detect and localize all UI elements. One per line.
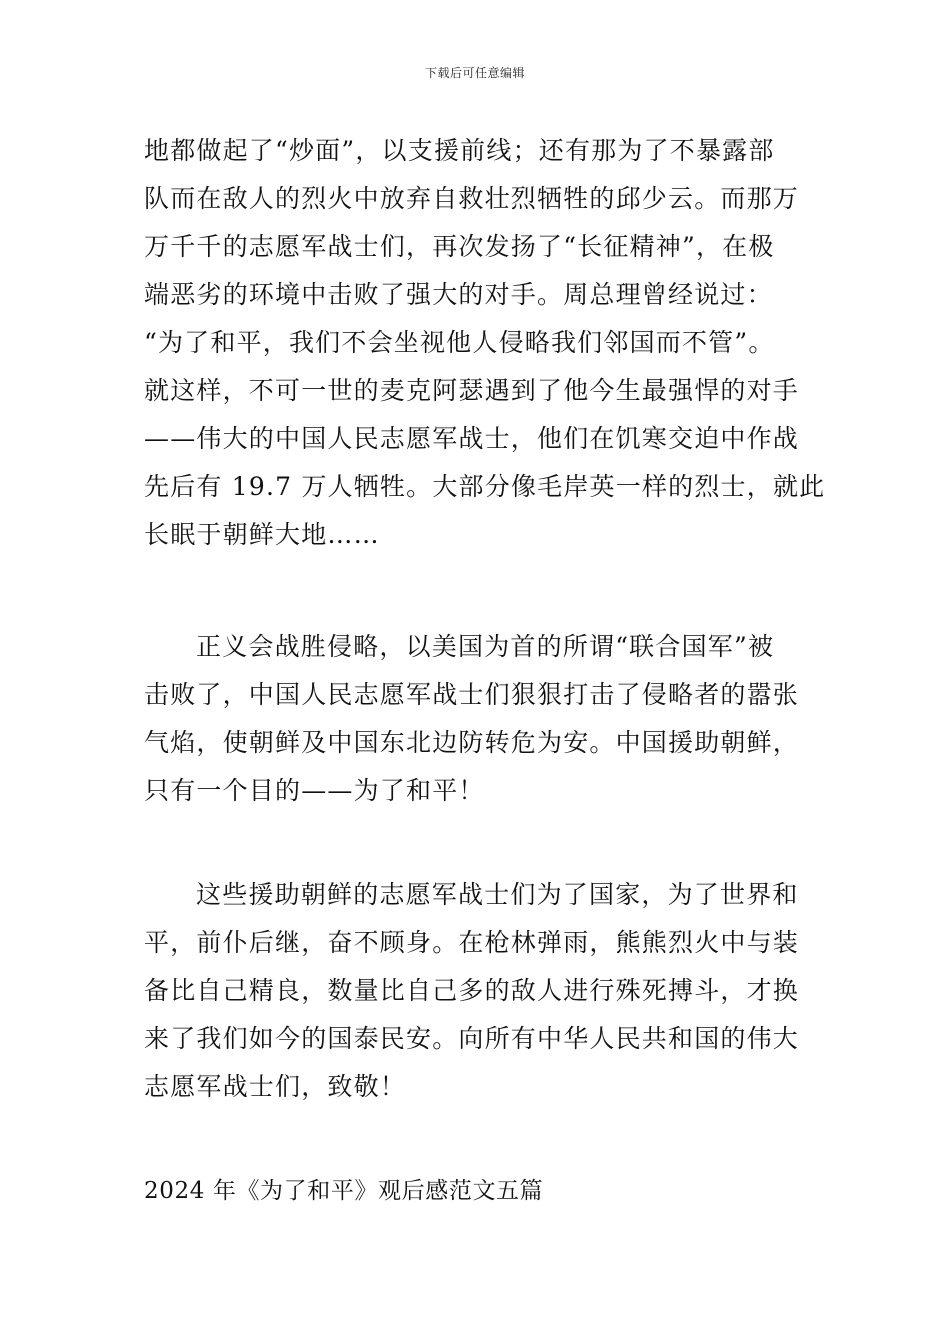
text-line: 就这样，不可一世的麦克阿瑟遇到了他今生最强悍的对手 — [144, 376, 800, 405]
text-line: 志愿军战士们，致敬！ — [144, 1072, 407, 1101]
text-line: 来了我们如今的国泰民安。向所有中华人民共和国的伟大 — [144, 1024, 800, 1053]
text-line: 击败了，中国人民志愿军战士们狠狠打击了侵略者的嚣张 — [144, 680, 800, 709]
text-line: 端恶劣的环境中击败了强大的对手。周总理曾经说过： — [144, 280, 773, 309]
text-line: 备比自己精良，数量比自己多的敌人进行殊死搏斗，才换 — [144, 976, 800, 1005]
text-line: 气焰，使朝鲜及中国东北边防转危为安。中国援助朝鲜， — [144, 728, 800, 757]
text-line: 队而在敌人的烈火中放弃自救壮烈牺牲的邱少云。而那万 — [144, 184, 800, 213]
text-line: ——伟大的中国人民志愿军战士，他们在饥寒交迫中作战 — [144, 424, 800, 453]
text-line: 正义会战胜侵略，以美国为首的所谓“联合国军”被 — [196, 632, 775, 661]
text-line: 长眠于朝鲜大地…… — [144, 520, 380, 549]
text-line: 这些援助朝鲜的志愿军战士们为了国家，为了世界和 — [196, 880, 799, 909]
text-line: 万千千的志愿军战士们，再次发扬了“长征精神”，在极 — [144, 232, 775, 261]
text-line: 先后有 19.7 万人牺牲。大部分像毛岸英一样的烈士，就此 — [144, 472, 826, 501]
text-line: 只有一个目的——为了和平！ — [144, 776, 485, 805]
text-line: 地都做起了“炒面”，以支援前线；还有那为了不暴露部 — [144, 136, 775, 165]
page-header: 下载后可任意编辑 — [424, 66, 525, 80]
text-line: 平，前仆后继，奋不顾身。在枪林弹雨，熊熊烈火中与装 — [144, 928, 800, 957]
section-title: 2024 年《为了和平》观后感范文五篇 — [144, 1178, 544, 1204]
text-line: “为了和平，我们不会坐视他人侵略我们邻国而不管”。 — [144, 328, 775, 357]
